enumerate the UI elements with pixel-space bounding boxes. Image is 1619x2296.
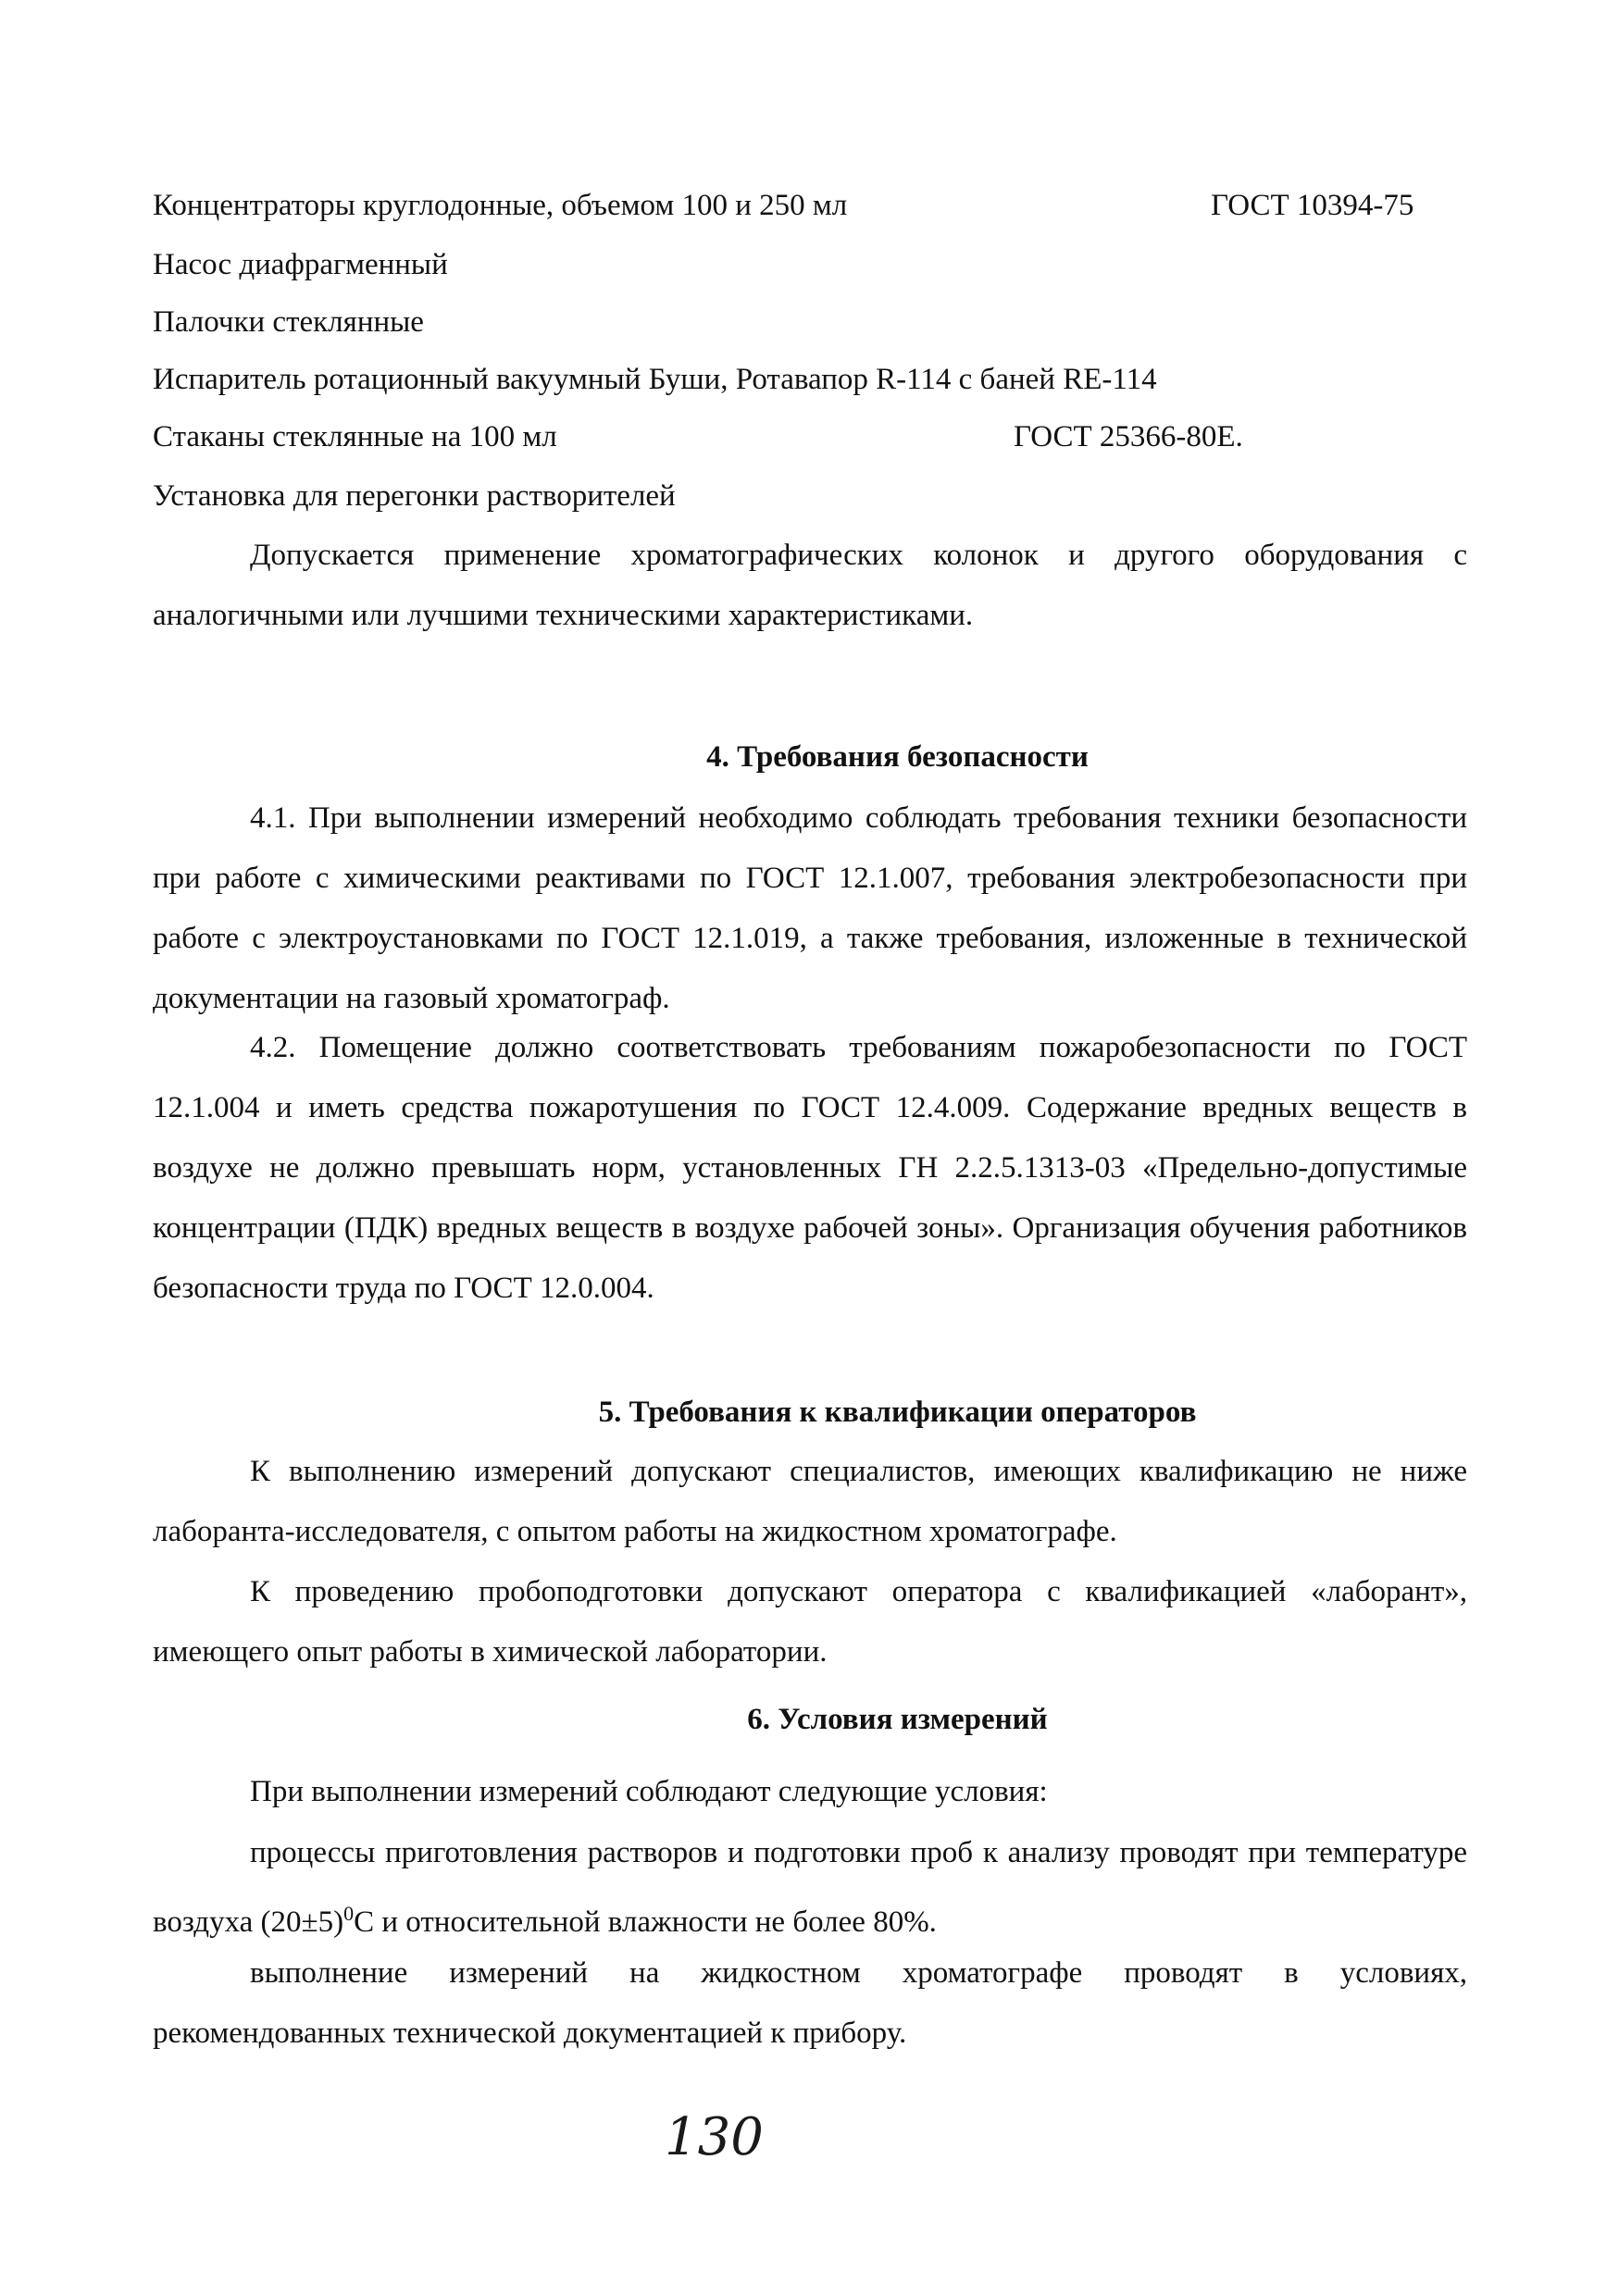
section-4-heading bbox=[0, 737, 1619, 777]
equipment-item: Установка для перегонки растворителей bbox=[153, 479, 676, 513]
equipment-note: Допускается применение хроматографических колонок и другого оборудования с аналогичными или лучшими техническими характеристиками. bbox=[153, 539, 1467, 632]
page-number: 130 bbox=[665, 2107, 764, 2167]
section-5-paragraph-2: К проведению пробоподготовки допускают оператора с квалификацией «лаборант», имеющего опыт работы в химической лаборатории. bbox=[153, 1575, 1467, 1669]
section-6-text-before: процессы приготовления растворов и подготовки проб к анализу проводят при температуре воздуха (20±5) bbox=[153, 1836, 1467, 1939]
equipment-item: Палочки стеклянные bbox=[153, 305, 424, 339]
section-5-title: 5. Требования к квалификации операторов bbox=[598, 1396, 1197, 1429]
equipment-item: Насос диафрагменный bbox=[153, 248, 448, 281]
section-6-paragraph-2 bbox=[153, 1823, 1467, 1953]
section-6-paragraph-3: выполнение измерений на жидкостном хроматографе проводят в условиях, рекомендованных технической документацией к прибору. bbox=[153, 1956, 1467, 2050]
section-6-title: 6. Условия измерений bbox=[747, 1703, 1048, 1736]
section-4-paragraph-1: 4.1. При выполнении измерений необходимо соблюдать требования техники безопасности при работе с химическими реактивами по ГОСТ 12.1.007, требования электробезопасности при работе с электроустановками по ГОСТ 12.1.019, а также требования, изложенные в технической документации на газовый хроматограф. bbox=[153, 801, 1467, 1015]
section-5-heading bbox=[0, 1392, 1619, 1433]
section-4-title: 4. Требования безопасности bbox=[706, 740, 1089, 774]
section-4-paragraph-2: 4.2. Помещение должно соответствовать требованиям пожаробезопасности по ГОСТ 12.1.004 и иметь средства пожаротушения по ГОСТ 12.4.009. Содержание вредных веществ в воздухе не должно превышать норм, установленных ГН 2.2.5.1313-03 «Предельно-допустимые концентрации (ПДК) вредных веществ в воздухе рабочей зоны». Организация обучения работников безопасности труда по ГОСТ 12.0.004. bbox=[153, 1031, 1467, 1305]
equipment-item: Концентраторы круглодонные, объемом 100 и 250 мл bbox=[153, 189, 848, 222]
equipment-item: Стаканы стеклянные на 100 мл bbox=[153, 420, 557, 453]
equipment-standard: ГОСТ 25366-80Е. bbox=[1014, 420, 1243, 453]
equipment-standard: ГОСТ 10394-75 bbox=[1211, 189, 1414, 222]
section-6-heading bbox=[0, 1699, 1619, 1740]
degree-superscript: 0 bbox=[343, 1902, 355, 1925]
section-5-paragraph-1: К выполнению измерений допускают специалистов, имеющих квалификацию не ниже лаборанта-исследователя, с опытом работы на жидкостном хроматографе. bbox=[153, 1455, 1467, 1548]
section-6-text-after: С и относительной влажности не более 80%. bbox=[354, 1905, 937, 1939]
equipment-item: Испаритель ротационный вакуумный Буши, Ротавапор R-114 с баней RE-114 bbox=[153, 363, 1157, 396]
section-6-paragraph-1: При выполнении измерений соблюдают следующие условия: bbox=[250, 1775, 1048, 1808]
